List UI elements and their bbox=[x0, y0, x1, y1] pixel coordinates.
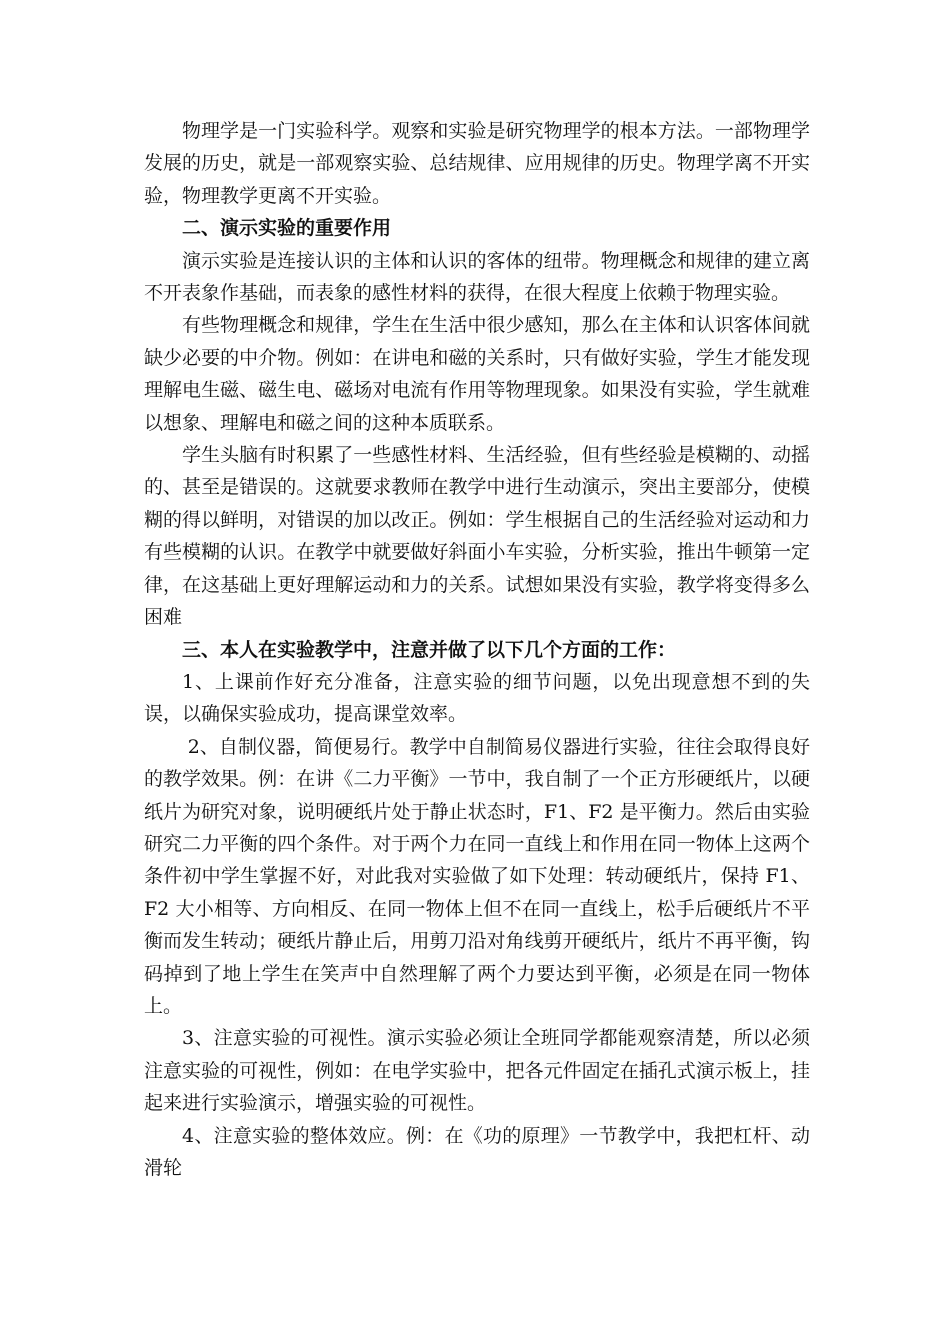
section3-item-4: 4、注意实验的整体效应。例：在《功的原理》一节教学中，我把杠杆、动滑轮 bbox=[144, 1124, 810, 1179]
section3-item-1: 1、上课前作好充分准备，注意实验的细节问题，以免出现意想不到的失误，以确保实验成功，提高课堂效率。 bbox=[144, 670, 810, 726]
intro-paragraph: 物理学是一门实验科学。观察和实验是研究物理学的根本方法。一部物理学发展的历史，就是一部观察实验、总结规律、应用规律的历史。物理学离不开实验，物理教学更离不开实验。 bbox=[144, 120, 810, 207]
document-body bbox=[144, 115, 810, 1184]
section3-item-3: 3、注意实验的可视性。演示实验必须让全班同学都能观察清楚，所以必须注意实验的可视性，例如：在电学实验中，把各元件固定在插孔式演示板上，挂起来进行实验演示，增强实验的可视性。 bbox=[144, 1027, 810, 1115]
section-heading-work: 三、本人在实验教学中，注意并做了以下几个方面的工作： bbox=[182, 638, 677, 661]
section2-paragraph-1: 演示实验是连接认识的主体和认识的客体的纽带。物理概念和规律的建立离不开表象作基础，而表象的感性材料的获得，在很大程度上依赖于物理实验。 bbox=[144, 249, 810, 305]
section3-item-2: 2、自制仪器，简便易行。教学中自制简易仪器进行实验，往往会取得良好的教学效果。例：在讲《二力平衡》一节中，我自制了一个正方形硬纸片，以硬纸片为研究对象，说明硬纸片处于静止状态时，F1、F2 是平衡力。然后由实验研究二力平衡的四个条件。对于两个力在同一直线上和作用在同一物体上这两个条件初中学生掌握不好，对此我对实验做了如下处理：转动硬纸片，保持 F1、F2 大小相等、方向相反、在同一物体上但不在同一直线上，松手后硬纸片不平衡而发生转动；硬纸片静止后，用剪刀沿对角线剪开硬纸片，纸片不再平衡，钩码掉到了地上学生在笑声中自然理解了两个力要达到平衡，必须是在同一物体上。 bbox=[144, 735, 810, 1017]
section-heading-demonstration: 二、演示实验的重要作用 bbox=[182, 217, 392, 240]
section2-paragraph-3: 学生头脑有时积累了一些感性材料、生活经验，但有些经验是模糊的、动摇的、甚至是错误的。这就要求教师在教学中进行生动演示，突出主要部分，使模糊的得以鲜明，对错误的加以改正。例如：学生根据自己的生活经验对运动和力有些模糊的认识。在教学中就要做好斜面小车实验，分析实验，推出牛顿第一定律，在这基础上更好理解运动和力的关系。试想如果没有实验，教学将变得多么困难 bbox=[144, 444, 810, 629]
section2-paragraph-2: 有些物理概念和规律，学生在生活中很少感知，那么在主体和认识客体间就缺少必要的中介物。例如：在讲电和磁的关系时，只有做好实验，学生才能发现理解电生磁、磁生电、磁场对电流有作用等物理现象。如果没有实验，学生就难以想象、理解电和磁之间的这种本质联系。 bbox=[144, 314, 810, 434]
